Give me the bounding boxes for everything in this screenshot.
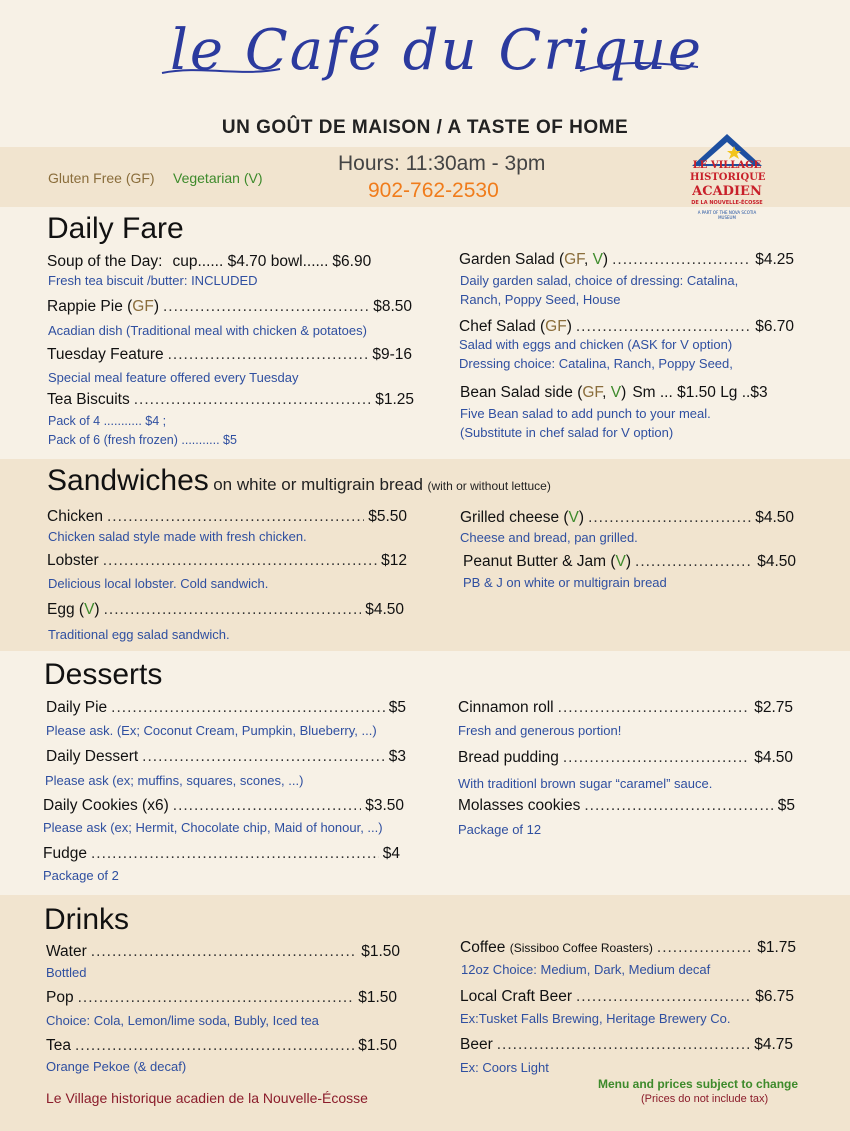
leader-dots <box>78 989 355 1007</box>
daily-fare-title: Daily Fare <box>47 212 184 245</box>
item-desc: Please ask (ex; Hermit, Chocolate chip, Maid of honour, ...) <box>43 820 383 835</box>
item-name: Water <box>46 943 87 960</box>
menu-item-tea <box>46 1037 397 1055</box>
item-price: $3 <box>388 748 406 765</box>
item-name: Tea Biscuits <box>47 391 130 408</box>
drinks-title: Drinks <box>44 903 130 936</box>
leader-dots <box>107 508 364 526</box>
menu-item-daily-pie <box>46 699 406 717</box>
footer-village-name: Le Village historique acadien de la Nouvelle-Écosse <box>46 1090 368 1106</box>
item-name: Chicken <box>47 508 103 525</box>
leader-dots <box>497 1036 750 1054</box>
item-desc: Cheese and bread, pan grilled. <box>460 530 638 545</box>
logo-line3: ACADIEN <box>692 184 762 199</box>
leader-dots <box>576 988 751 1006</box>
menu-item-chef-salad <box>459 318 794 336</box>
item-name: Local Craft Beer <box>460 988 572 1005</box>
item-price: $1.50 <box>361 943 400 960</box>
item-desc: 12oz Choice: Medium, Dark, Medium decaf <box>461 962 711 977</box>
item-desc: Acadian dish (Traditional meal with chicken & potatoes) <box>48 323 367 338</box>
item-name: Garden Salad (GF, V) <box>459 251 609 268</box>
item-desc: Ex: Coors Light <box>460 1060 549 1075</box>
item-name: Daily Pie <box>46 699 108 716</box>
sandwiches-sub: on white or multigrain bread <box>213 475 423 494</box>
item-price: $2.75 <box>754 699 793 716</box>
item-name: Rappie Pie (GF) <box>47 298 159 315</box>
item-price: $1.50 <box>358 989 397 1006</box>
leader-dots <box>134 391 372 409</box>
logo-line5: A PART OF THE NOVA SCOTIA MUSEUM <box>697 210 757 220</box>
item-desc: Ranch, Poppy Seed, House <box>460 292 621 307</box>
item-price: $1.25 <box>375 391 414 408</box>
item-price: $4.50 <box>365 601 404 618</box>
item-price: $5 <box>777 797 795 814</box>
logo-line4: DE LA NOUVELLE-ÉCOSSE <box>691 200 763 206</box>
item-name: Pop <box>46 989 74 1006</box>
leader-dots <box>75 1037 354 1055</box>
item-price: $5 <box>388 699 406 716</box>
item-desc: (Substitute in chef salad for V option) <box>460 425 674 440</box>
menu-item-cinnamon-roll <box>458 699 793 717</box>
item-desc: With traditionl brown sugar “caramel” sauce. <box>458 776 713 791</box>
item-desc: Pack of 4 ........... $4 ; <box>48 414 167 428</box>
legend-vegetarian: Vegetarian (V) <box>173 170 263 186</box>
item-desc: Dressing choice: Catalina, Ranch, Poppy Seed, <box>459 356 733 371</box>
leader-dots <box>588 509 751 527</box>
item-name: Daily Cookies (x6) <box>43 797 169 814</box>
leader-dots <box>635 553 753 571</box>
item-desc: Please ask (ex; muffins, squares, scones, ...) <box>45 773 304 788</box>
sandwiches-heading <box>47 464 551 498</box>
item-desc: Salad with eggs and chicken (ASK for V option) <box>459 337 733 352</box>
item-name: Grilled cheese (V) <box>460 509 585 526</box>
menu-item-chicken <box>47 508 407 526</box>
menu-item-coffee <box>460 939 796 957</box>
item-name: Cinnamon roll <box>458 699 554 716</box>
menu-item-daily-dessert <box>46 748 406 766</box>
menu-item-rappie-pie <box>47 298 412 316</box>
item-price: $1.75 <box>757 939 796 956</box>
item-desc: Bottled <box>46 965 87 980</box>
item-price: $5.50 <box>368 508 407 525</box>
menu-item-bean-salad <box>460 384 795 402</box>
leader-dots <box>142 748 385 766</box>
menu-item-lobster <box>47 552 407 570</box>
footer-tax-note: (Prices do not include tax) <box>641 1093 769 1105</box>
tag-gf: GF <box>564 251 584 268</box>
leader-dots <box>103 552 377 570</box>
item-price: $8.50 <box>373 298 412 315</box>
item-desc: Choice: Cola, Lemon/lime soda, Bubly, Iced tea <box>46 1013 319 1028</box>
leader-dots <box>657 939 753 957</box>
item-price: $4.25 <box>755 251 794 268</box>
leader-dots <box>576 318 751 336</box>
menu-item-water <box>46 943 400 961</box>
tag-v: V <box>592 251 603 268</box>
item-name: Egg (V) <box>47 601 100 618</box>
desserts-title: Desserts <box>44 658 163 691</box>
leader-dots <box>104 601 362 619</box>
menu-item-peanut-butter-jam <box>463 553 796 571</box>
item-name: Fudge <box>43 845 87 862</box>
item-name: Bean Salad side (GF, V) <box>460 384 627 401</box>
item-desc: Please ask. (Ex; Coconut Cream, Pumpkin, Blueberry, ...) <box>46 723 377 738</box>
leader-dots <box>563 749 750 767</box>
item-name: Tea <box>46 1037 71 1054</box>
menu-item-garden-salad <box>459 251 794 269</box>
menu-item-daily-cookies <box>43 797 404 815</box>
item-desc: Package of 12 <box>458 822 542 837</box>
title-flourish <box>160 55 700 85</box>
item-price: $4.50 <box>757 553 796 570</box>
item-desc: Ex:Tusket Falls Brewing, Heritage Brewery Co. <box>460 1011 731 1026</box>
tag-gf: GF <box>132 298 154 315</box>
logo-line1: LE VILLAGE <box>692 160 762 171</box>
tag-v: V <box>615 553 626 570</box>
item-desc: Daily garden salad, choice of dressing: Catalina, <box>460 273 739 288</box>
item-desc: PB & J on white or multigrain bread <box>463 575 667 590</box>
item-name: Beer <box>460 1036 493 1053</box>
menu-item-grilled-cheese <box>460 509 794 527</box>
item-desc: Chicken salad style made with fresh chicken. <box>48 529 307 544</box>
sandwiches-sub2: (with or without lettuce) <box>427 479 551 493</box>
leader-dots <box>91 845 379 863</box>
menu-item-pop <box>46 989 397 1007</box>
item-desc: Orange Pekoe (& decaf) <box>46 1059 187 1074</box>
item-desc: Fresh and generous portion! <box>458 723 622 738</box>
item-desc: Traditional egg salad sandwich. <box>48 627 230 642</box>
footer-prices-change: Menu and prices subject to change <box>598 1077 799 1091</box>
item-name: Soup of the Day: <box>47 253 163 270</box>
item-name: Coffee (Sissiboo Coffee Roasters) <box>460 939 653 956</box>
leader-dots <box>558 699 751 717</box>
item-desc: Five Bean salad to add punch to your meal. <box>460 406 711 421</box>
item-desc: Pack of 6 (fresh frozen) ........... $5 <box>48 433 237 447</box>
item-name: Daily Dessert <box>46 748 139 765</box>
menu-item-beer <box>460 1036 793 1054</box>
item-price: $4 <box>382 845 400 862</box>
item-price: $6.75 <box>755 988 794 1005</box>
menu-item-soup <box>47 253 412 271</box>
logo-line2: HISTORIQUE <box>690 172 766 183</box>
item-price: $9-16 <box>372 346 412 363</box>
leader-dots <box>584 797 773 815</box>
item-name: Lobster <box>47 552 99 569</box>
menu-item-bread-pudding <box>458 749 793 767</box>
phone-number[interactable]: 902-762-2530 <box>368 179 499 202</box>
menu-item-molasses-cookies <box>458 797 795 815</box>
item-name: Bread pudding <box>458 749 559 766</box>
sandwiches-title: Sandwiches <box>47 464 209 497</box>
leader-dots <box>111 699 385 717</box>
item-price: $4.75 <box>754 1036 793 1053</box>
tag-v: V <box>84 601 95 618</box>
item-desc: Package of 2 <box>43 868 119 883</box>
leader-dots <box>612 251 751 269</box>
tag-v: V <box>568 509 579 526</box>
item-name-small: (Sissiboo Coffee Roasters) <box>509 941 653 955</box>
menu-item-fudge <box>43 845 400 863</box>
menu-item-tuesday-feature <box>47 346 412 364</box>
item-price: $6.70 <box>755 318 794 335</box>
item-extra: cup...... $4.70 bowl...... <box>172 253 329 270</box>
item-desc: Delicious local lobster. Cold sandwich. <box>48 576 269 591</box>
item-price: $4.50 <box>755 509 794 526</box>
item-price: $3 <box>750 384 768 401</box>
leader-dots <box>168 346 369 364</box>
menu-item-tea-biscuits <box>47 391 414 409</box>
leader-dots <box>91 943 357 961</box>
tag-gf: GF <box>582 384 603 401</box>
tag-v: V <box>610 384 622 401</box>
menu-item-local-craft-beer <box>460 988 794 1006</box>
cafe-title: le Café du Crique <box>170 18 704 83</box>
item-price: $1.50 <box>358 1037 397 1054</box>
leader-dots <box>173 797 361 815</box>
leader-dots <box>163 298 369 316</box>
hours-text: Hours: 11:30am - 3pm <box>338 152 546 175</box>
item-price: $12 <box>381 552 407 569</box>
item-name: Tuesday Feature <box>47 346 164 363</box>
item-price: $4.50 <box>754 749 793 766</box>
item-name: Molasses cookies <box>458 797 581 814</box>
item-price: $6.90 <box>332 253 372 270</box>
tag-gf: GF <box>545 318 567 335</box>
item-desc: Special meal feature offered every Tuesday <box>48 370 299 385</box>
item-price: $3.50 <box>365 797 404 814</box>
village-logo <box>690 132 764 220</box>
menu-item-egg <box>47 601 404 619</box>
item-name: Peanut Butter & Jam (V) <box>463 553 632 570</box>
legend-gluten-free: Gluten Free (GF) <box>48 170 155 186</box>
item-name: Chef Salad (GF) <box>459 318 572 335</box>
item-extra: Sm ... $1.50 Lg .. <box>632 384 751 401</box>
item-desc: Fresh tea biscuit /butter: INCLUDED <box>48 273 258 288</box>
page-subtitle: UN GOÛT DE MAISON / A TASTE OF HOME <box>221 117 629 138</box>
